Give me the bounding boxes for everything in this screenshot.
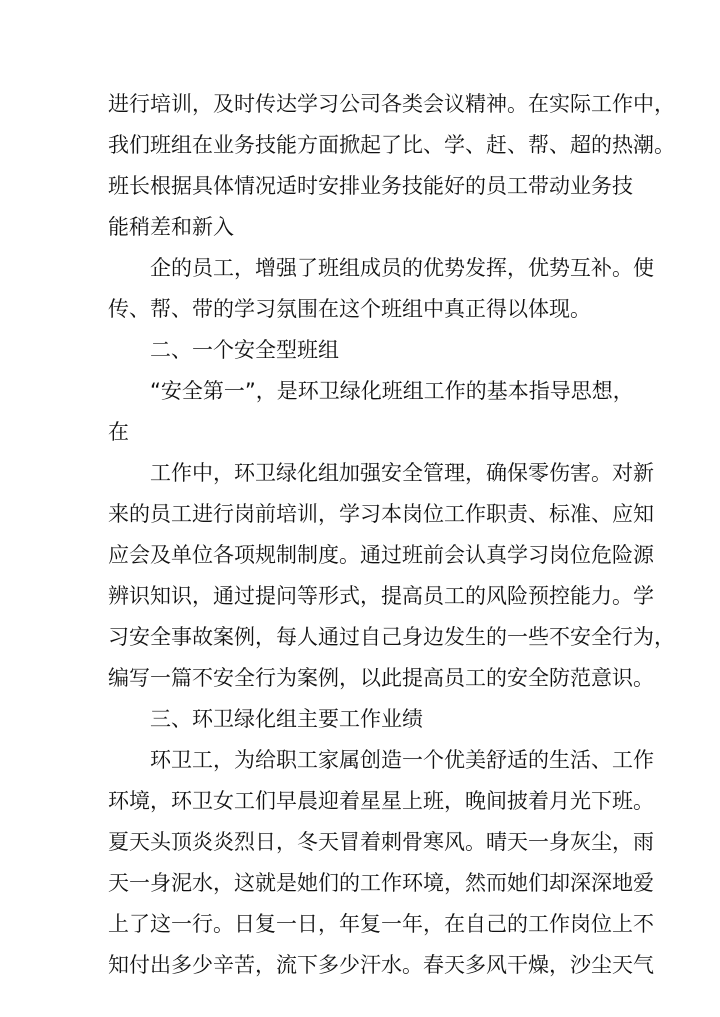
text-line: 编写一篇不安全行为案例，以此提高员工的安全防范意识。 (108, 666, 654, 690)
text-line: 进行培训，及时传达学习公司各类会议精神。在实际工作中， (108, 92, 675, 116)
text-line: 企的员工，增强了班组成员的优势发挥，优势互补。使 (150, 256, 654, 280)
text-line: 在 (108, 420, 129, 444)
text-line: 来的员工进行岗前培训，学习本岗位工作职责、标准、应知 (108, 502, 654, 526)
text-line: 上了这一行。日复一日，年复一年，在自己的工作岗位上不 (108, 912, 654, 936)
section-heading: 三、环卫绿化组主要工作业绩 (150, 707, 423, 731)
text-line: 工作中，环卫绿化组加强安全管理，确保零伤害。对新 (150, 461, 654, 485)
text-line: 班长根据具体情况适时安排业务技能好的员工带动业务技 (108, 174, 633, 198)
text-line: 应会及单位各项规制制度。通过班前会认真学习岗位危险源 (108, 543, 654, 567)
text-line: 能稍差和新入 (108, 215, 234, 239)
section-heading: 二、一个安全型班组 (150, 338, 339, 362)
text-line: “安全第一”，是环卫绿化班组工作的基本指导思想， (150, 379, 634, 403)
text-line: 知付出多少辛苦，流下多少汗水。春天多风干燥，沙尘天气 (108, 953, 654, 977)
text-line: 辨识知识，通过提问等形式，提高员工的风险预控能力。学 (108, 584, 654, 608)
text-line: 传、帮、带的学习氛围在这个班组中真正得以体现。 (108, 297, 591, 321)
text-line: 我们班组在业务技能方面掀起了比、学、赶、帮、超的热潮。 (108, 133, 675, 157)
text-line: 习安全事故案例，每人通过自己身边发生的一些不安全行为， (108, 625, 675, 649)
text-line: 环境，环卫女工们早晨迎着星星上班，晚间披着月光下班。 (108, 789, 654, 813)
text-line: 环卫工，为给职工家属创造一个优美舒适的生活、工作 (150, 748, 654, 772)
text-line: 夏天头顶炎炎烈日，冬天冒着刺骨寒风。晴天一身灰尘，雨 (108, 830, 654, 854)
text-line: 天一身泥水，这就是她们的工作环境，然而她们却深深地爱 (108, 871, 654, 895)
